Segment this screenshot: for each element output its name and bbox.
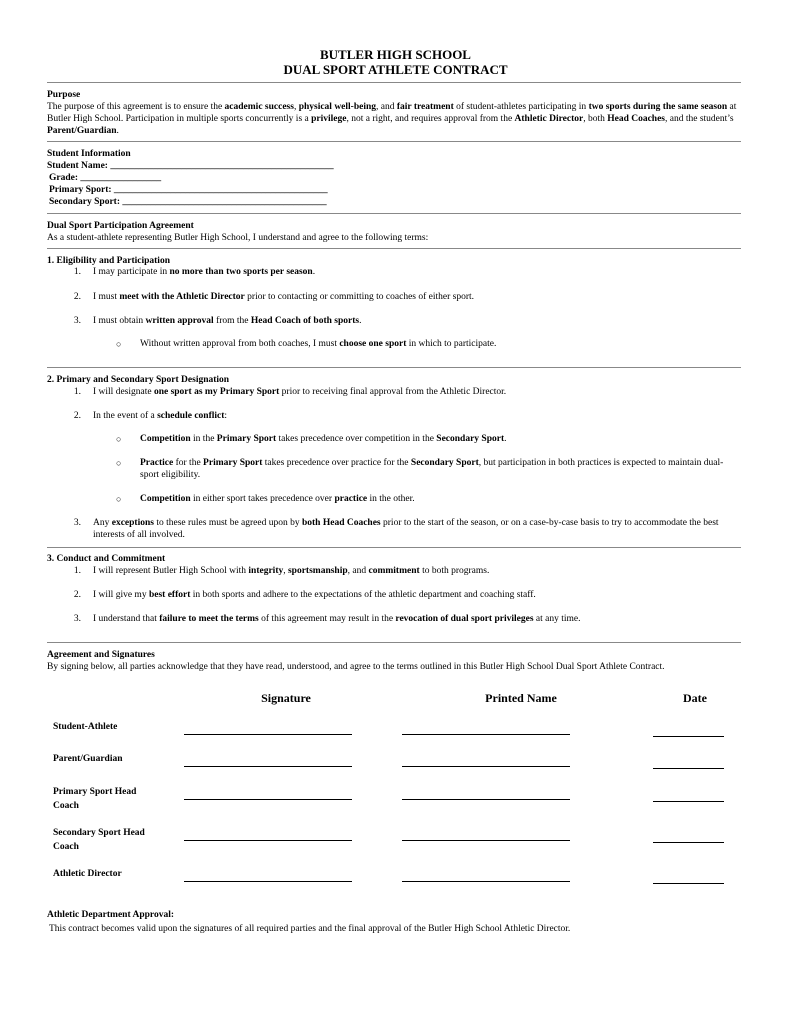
list-item: I will designate one sport as my Primary Sport prior to receiving final approval from the Athletic Director. [93, 387, 507, 397]
list-number: 1. [73, 267, 81, 277]
divider [47, 367, 741, 368]
signature-line[interactable] [184, 881, 352, 882]
list-item: I understand that failure to meet the terms of this agreement may result in the revocation of dual sport privileges at any time. [93, 614, 581, 624]
circle-bullet-icon: ○ [116, 434, 122, 444]
circle-bullet-icon: ○ [116, 458, 122, 468]
signature-line[interactable] [184, 840, 352, 841]
divider [47, 642, 741, 643]
list-number: 3. [73, 518, 81, 528]
printed-name-line[interactable] [402, 799, 570, 800]
signature-line[interactable] [184, 734, 352, 735]
agreement-heading: Dual Sport Participation Agreement [47, 221, 194, 231]
date-line[interactable] [653, 768, 724, 769]
divider [47, 82, 741, 83]
list-number: 1. [73, 566, 81, 576]
primary-sport-field[interactable]: Primary Sport: _____________________________________________ [49, 185, 328, 195]
grade-field[interactable]: Grade: _________________ [49, 173, 162, 183]
purpose-text: The purpose of this agreement is to ensure the academic success, physical well-being, and fair treatment of student-athletes participating in two sports during the same season at Butler High School. Participation in multiple sports concurrently is a privilege, not a right, and requires approval from the Athletic Director, both Head Coaches, and the student’s Parent/Guardian. [47, 102, 737, 136]
divider [47, 141, 741, 142]
list-item: In the event of a schedule conflict: [93, 411, 228, 421]
secondary-sport-field[interactable]: Secondary Sport: ___________________________________________ [49, 197, 327, 207]
circle-bullet-icon: ○ [116, 494, 122, 504]
printed-name-line[interactable] [402, 881, 570, 882]
agreement-intro: As a student-athlete representing Butler High School, I understand and agree to the following terms: [47, 233, 429, 243]
list-number: 3. [73, 316, 81, 326]
date-line[interactable] [653, 842, 724, 843]
section2-heading: 2. Primary and Secondary Sport Designation [47, 375, 230, 385]
signatures-heading: Agreement and Signatures [47, 650, 155, 660]
signer-label: Secondary Sport Head Coach [53, 828, 145, 852]
list-number: 2. [73, 590, 81, 600]
purpose-heading: Purpose [47, 90, 81, 100]
sub-item: Competition in either sport takes precedence over practice in the other. [140, 494, 415, 504]
divider [47, 213, 741, 214]
signer-label: Primary Sport Head Coach [53, 787, 137, 811]
column-header-date: Date [683, 691, 707, 705]
signer-label: Student-Athlete [53, 722, 118, 732]
sub-item: Practice for the Primary Sport takes precedence over practice for the Secondary Sport, but participation in both practices is expected to maintain dual-sport eligibility. [140, 458, 724, 480]
column-header-printed-name: Printed Name [485, 691, 557, 705]
list-item: I will represent Butler High School with integrity, sportsmanship, and commitment to both programs. [93, 566, 490, 576]
sub-item: Without written approval from both coaches, I must choose one sport in which to participate. [140, 339, 497, 349]
signer-label: Parent/Guardian [53, 754, 123, 764]
printed-name-line[interactable] [402, 734, 570, 735]
list-number: 2. [73, 411, 81, 421]
signatures-intro: By signing below, all parties acknowledge that they have read, understood, and agree to the terms outlined in this Butler High School Dual Sport Athlete Contract. [47, 662, 665, 672]
section1-heading: 1. Eligibility and Participation [47, 256, 170, 266]
signer-label: Athletic Director [53, 869, 122, 879]
list-number: 2. [73, 292, 81, 302]
approval-text: This contract becomes valid upon the signatures of all required parties and the final approval of the Butler High School Athletic Director. [49, 924, 571, 934]
divider [47, 547, 741, 548]
list-item: I will give my best effort in both sports and adhere to the expectations of the athletic department and coaching staff. [93, 590, 536, 600]
list-number: 3. [73, 614, 81, 624]
signature-line[interactable] [184, 766, 352, 767]
list-item: I may participate in no more than two sports per season. [93, 267, 316, 277]
student-info-heading: Student Information [47, 149, 131, 159]
sub-item: Competition in the Primary Sport takes precedence over competition in the Secondary Sport. [140, 434, 507, 444]
list-item: Any exceptions to these rules must be agreed upon by both Head Coaches prior to the start of the season, or on a case-by-case basis to try to accommodate the best interests of all involved. [93, 518, 719, 540]
contract-title: DUAL SPORT ATHLETE CONTRACT [283, 62, 508, 77]
date-line[interactable] [653, 801, 724, 802]
date-line[interactable] [653, 736, 724, 737]
school-name: BUTLER HIGH SCHOOL [320, 47, 471, 62]
circle-bullet-icon: ○ [116, 339, 122, 349]
list-item: I must meet with the Athletic Director prior to contacting or committing to coaches of either sport. [93, 292, 475, 302]
list-number: 1. [73, 387, 81, 397]
divider [47, 248, 741, 249]
signature-line[interactable] [184, 799, 352, 800]
column-header-signature: Signature [261, 691, 311, 705]
list-item: I must obtain written approval from the Head Coach of both sports. [93, 316, 362, 326]
approval-heading: Athletic Department Approval: [47, 910, 175, 920]
printed-name-line[interactable] [402, 840, 570, 841]
printed-name-line[interactable] [402, 766, 570, 767]
student-name-field[interactable]: Student Name: _______________________________________________ [47, 161, 334, 171]
date-line[interactable] [653, 883, 724, 884]
section3-heading: 3. Conduct and Commitment [47, 554, 166, 564]
